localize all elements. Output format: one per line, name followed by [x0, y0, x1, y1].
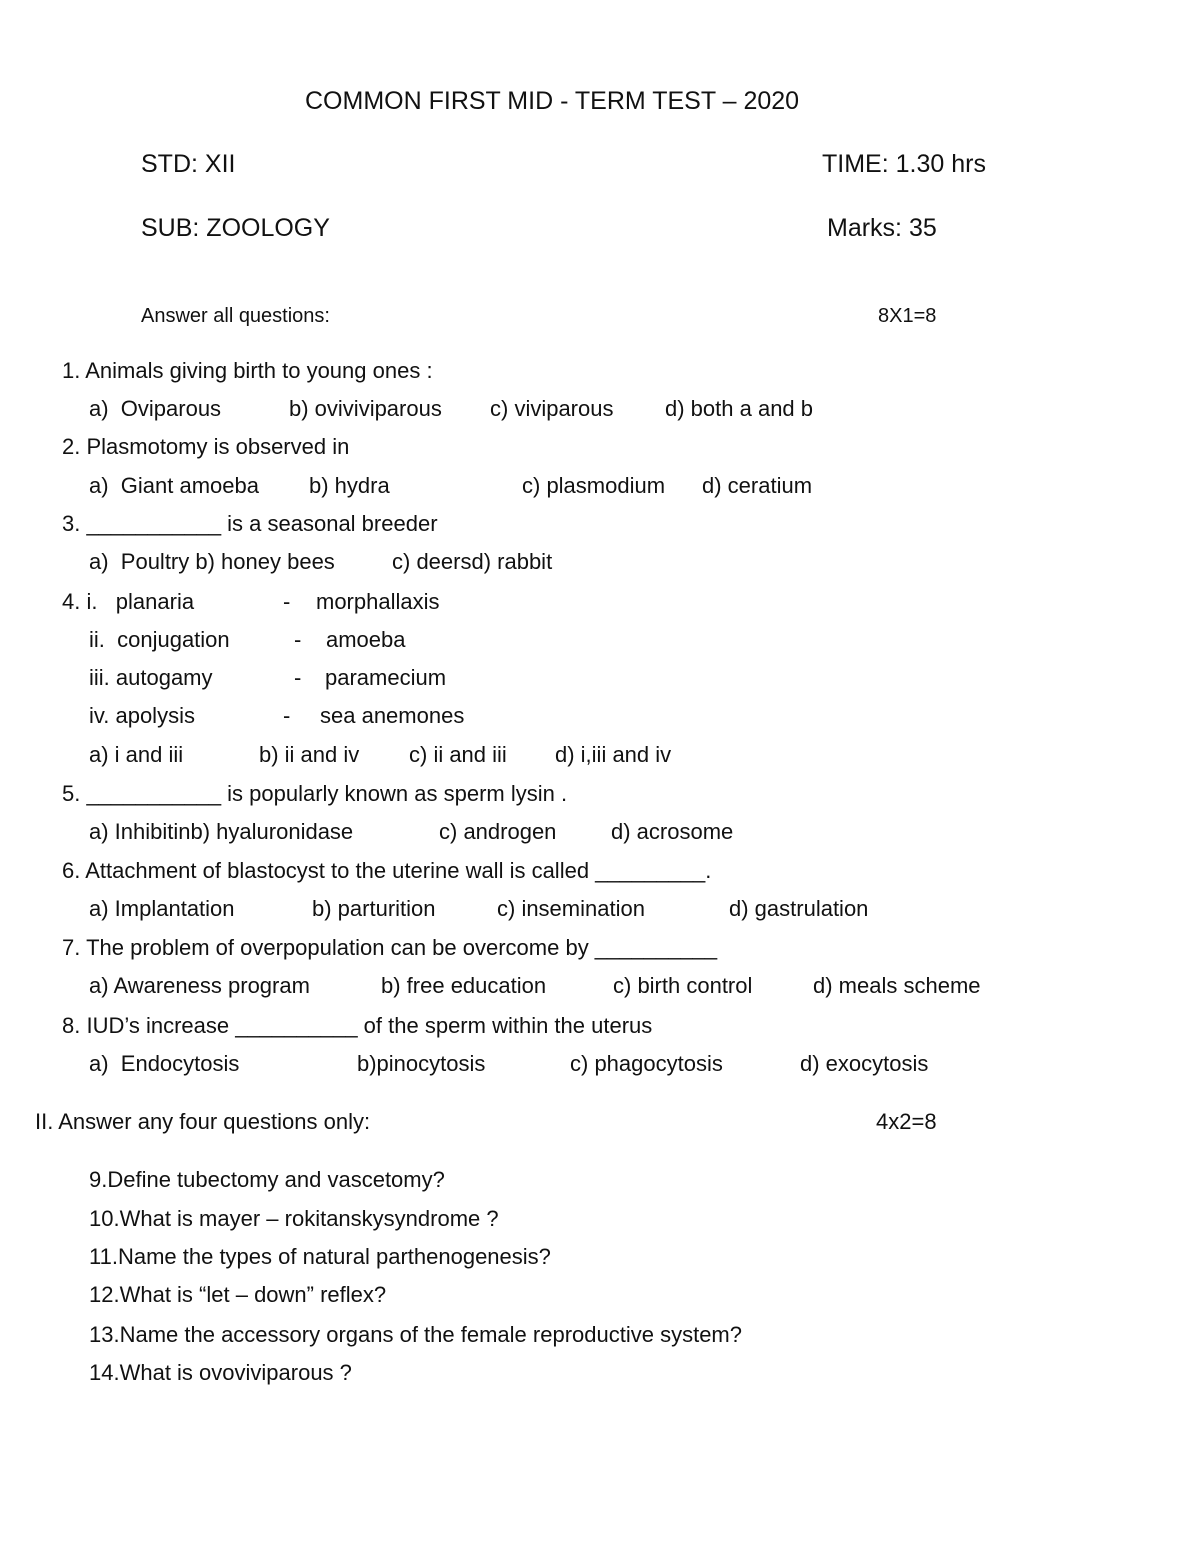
q2-option-b: b) hydra: [309, 473, 390, 498]
question-9: 9.Define tubectomy and vascetomy?: [89, 1167, 445, 1192]
q3-option-cd: c) deersd) rabbit: [392, 549, 553, 574]
q2-option-c: c) plasmodium: [522, 473, 666, 498]
question-13: 13.Name the accessory organs of the female reproductive system?: [89, 1322, 742, 1347]
question-8: 8. IUD’s increase __________ of the sperm within the uterus: [62, 1013, 653, 1038]
q8-option-d: d) exocytosis: [800, 1051, 929, 1076]
q6-option-c: c) insemination: [497, 896, 645, 921]
subject-label: SUB: ZOOLOGY: [141, 214, 330, 242]
question-2: 2. Plasmotomy is observed in: [62, 434, 350, 459]
section2-instruction: II. Answer any four questions only:: [35, 1109, 371, 1134]
q2-option-a: a) Giant amoeba: [89, 473, 259, 498]
question-4-row-4-left: iv. apolysis: [89, 703, 195, 728]
match-dash: -: [283, 703, 291, 728]
page-title: COMMON FIRST MID - TERM TEST – 2020: [305, 87, 800, 115]
match-dash: -: [283, 589, 291, 614]
question-4-row-3-right: paramecium: [325, 665, 447, 690]
q4-option-c: c) ii and iii: [409, 742, 507, 767]
question-7: 7. The problem of overpopulation can be overcome by __________: [62, 935, 718, 960]
q7-option-c: c) birth control: [613, 973, 753, 998]
q1-option-b: b) ovivi‌viparous: [289, 396, 442, 421]
q7-option-b: b) free education: [381, 973, 547, 998]
question-3: 3. ___________ is a seasonal breeder: [62, 511, 438, 536]
section2-marks: 4x2=8: [876, 1109, 937, 1134]
q6-option-b: b) parturition: [312, 896, 436, 921]
question-4-row-1-right: morphallaxis: [316, 589, 440, 614]
q2-option-d: d) ceratium: [702, 473, 813, 498]
q7-option-d: d) meals scheme: [813, 973, 981, 998]
section1-instruction: Answer all questions:: [141, 305, 330, 327]
q5-option-c: c) androgen: [439, 819, 557, 844]
q1-option-a: a) Oviparous: [89, 396, 222, 421]
question-6: 6. Attachment of blastocyst to the uterine wall is called _________.: [62, 858, 712, 883]
q8-option-c: c) phagocytosis: [570, 1051, 723, 1076]
match-dash: -: [294, 665, 302, 690]
q7-option-a: a) Awareness program: [89, 973, 310, 998]
section1-marks: 8X1=8: [878, 305, 937, 327]
q4-option-d: d) i,iii and iv: [555, 742, 672, 767]
question-5: 5. ___________ is popularly known as sperm lysin .: [62, 781, 568, 806]
question-10: 10.What is mayer – rokitanskysyndrome ?: [89, 1206, 499, 1231]
q8-option-b: b)pinocytosis: [357, 1051, 486, 1076]
question-12: 12.What is “let – down” reflex?: [89, 1282, 387, 1307]
question-4-row-1-left: 4. i. planaria: [62, 589, 195, 614]
question-11: 11.Name the types of natural parthenogenesis?: [89, 1244, 551, 1269]
question-4-row-2-left: ii. conjugation: [89, 627, 230, 652]
q6-option-d: d) gastrulation: [729, 896, 869, 921]
question-1: 1. Animals giving birth to young ones :: [62, 358, 433, 383]
q8-option-a: a) Endocytosis: [89, 1051, 240, 1076]
q3-option-ab: a) Poultry b) honey bees: [89, 549, 335, 574]
q6-option-a: a) Implantation: [89, 896, 235, 921]
q1-option-c: c) viviparous: [490, 396, 614, 421]
marks-label: Marks: 35: [827, 214, 937, 242]
q5-option-ab: a) Inhibitinb) hyaluronidase: [89, 819, 354, 844]
q1-option-d: d) both a and b: [665, 396, 814, 421]
question-4-row-3-left: iii. autogamy: [89, 665, 213, 690]
q5-option-d: d) acrosome: [611, 819, 734, 844]
time-label: TIME: 1.30 hrs: [822, 150, 986, 178]
match-dash: -: [294, 627, 302, 652]
question-14: 14.What is ovoviviparous ?: [89, 1360, 352, 1385]
std-label: STD: XII: [141, 150, 236, 178]
q4-option-b: b) ii and iv: [259, 742, 360, 767]
question-4-row-2-right: amoeba: [326, 627, 406, 652]
question-4-row-4-right: sea anemones: [320, 703, 465, 728]
q4-option-a: a) i and iii: [89, 742, 184, 767]
